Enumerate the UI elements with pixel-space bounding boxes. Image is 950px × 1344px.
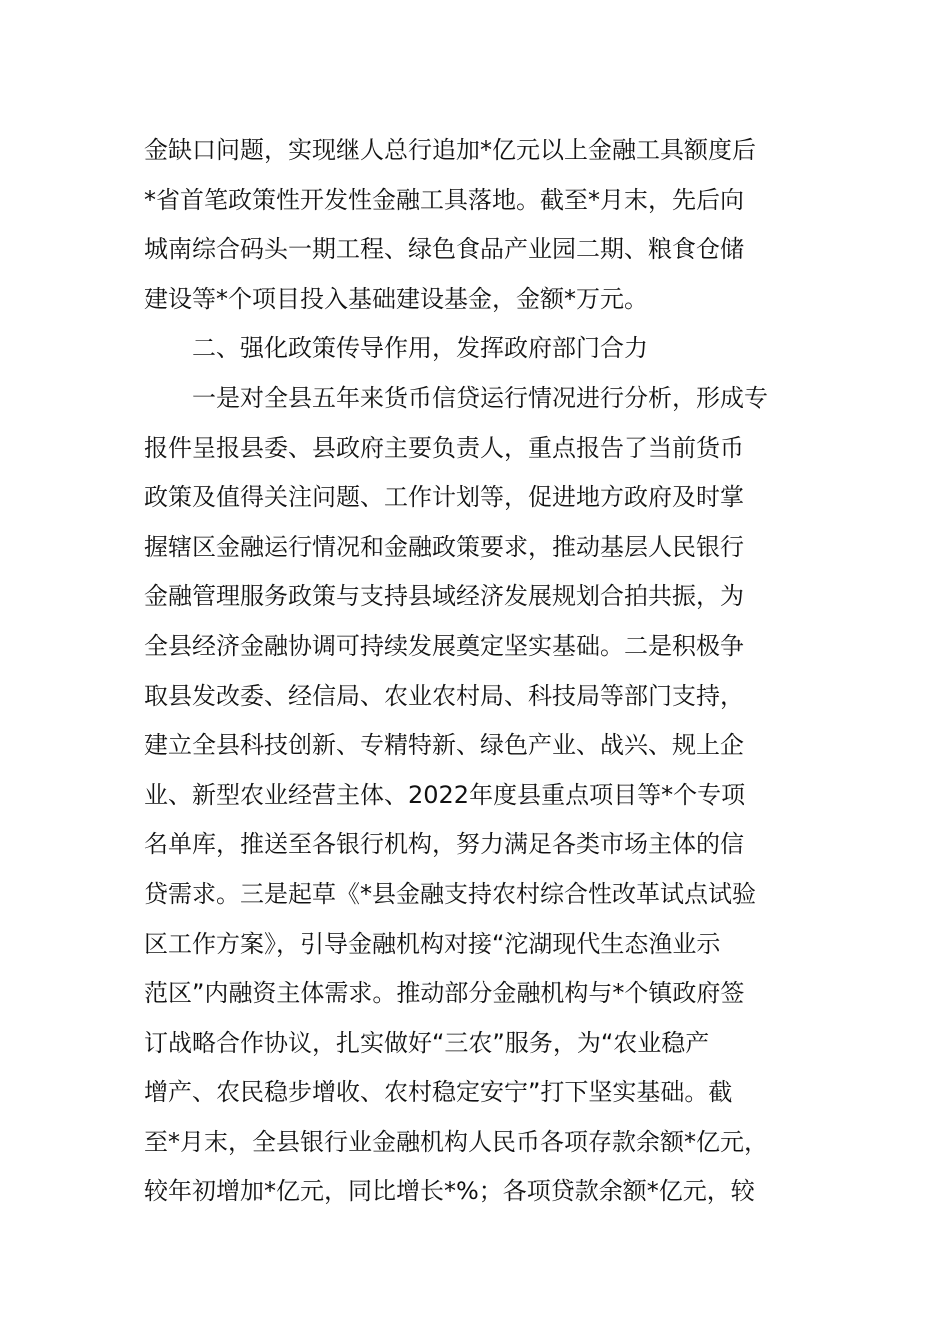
body-line: 城南综合码头一期工程、绿色食品产业园二期、粮食仓储	[144, 235, 744, 264]
body-line: 范区”内融资主体需求。推动部分金融机构与*个镇政府签	[144, 979, 745, 1008]
section-heading: 二、强化政策传导作用，发挥政府部门合力	[192, 334, 648, 363]
body-line: *省首笔政策性开发性金融工具落地。截至*月末，先后向	[144, 185, 744, 214]
body-line: 业、新型农业经营主体、2022年度县重点项目等*个专项	[144, 780, 746, 809]
body-line: 增产、农民稳步增收、农村稳定安宁”打下坚实基础。截	[144, 1078, 733, 1107]
body-line: 政策及值得关注问题、工作计划等，促进地方政府及时掌	[144, 483, 744, 512]
body-line: 金融管理服务政策与支持县域经济发展规划合拍共振，为	[144, 582, 744, 611]
body-line: 名单库，推送至各银行机构，努力满足各类市场主体的信	[144, 830, 744, 859]
document-body	[144, 126, 824, 1217]
body-line: 一是对全县五年来货币信贷运行情况进行分析，形成专	[192, 383, 768, 412]
body-line: 全县经济金融协调可持续发展奠定坚实基础。二是积极争	[144, 631, 744, 660]
body-line: 取县发改委、经信局、农业农村局、科技局等部门支持，	[144, 681, 744, 710]
body-line: 建立全县科技创新、专精特新、绿色产业、战兴、规上企	[144, 731, 744, 760]
body-line: 报件呈报县委、县政府主要负责人，重点报告了当前货币	[144, 433, 744, 462]
body-line: 建设等*个项目投入基础建设基金，金额*万元。	[144, 284, 648, 313]
body-line: 握辖区金融运行情况和金融政策要求，推动基层人民银行	[144, 532, 744, 561]
body-line: 贷需求。三是起草《*县金融支持农村综合性改革试点试验	[144, 879, 756, 908]
body-line: 区工作方案》，引导金融机构对接“沱湖现代生态渔业示	[144, 929, 721, 958]
body-line: 至*月末，全县银行业金融机构人民币各项存款余额*亿元，	[144, 1127, 768, 1156]
body-line: 订战略合作协议，扎实做好“三农”服务，为“农业稳产	[144, 1028, 710, 1057]
body-line: 较年初增加*亿元，同比增长*%；各项贷款余额*亿元，较	[144, 1177, 755, 1206]
body-line: 金缺口问题，实现继人总行追加*亿元以上金融工具额度后	[144, 136, 756, 164]
